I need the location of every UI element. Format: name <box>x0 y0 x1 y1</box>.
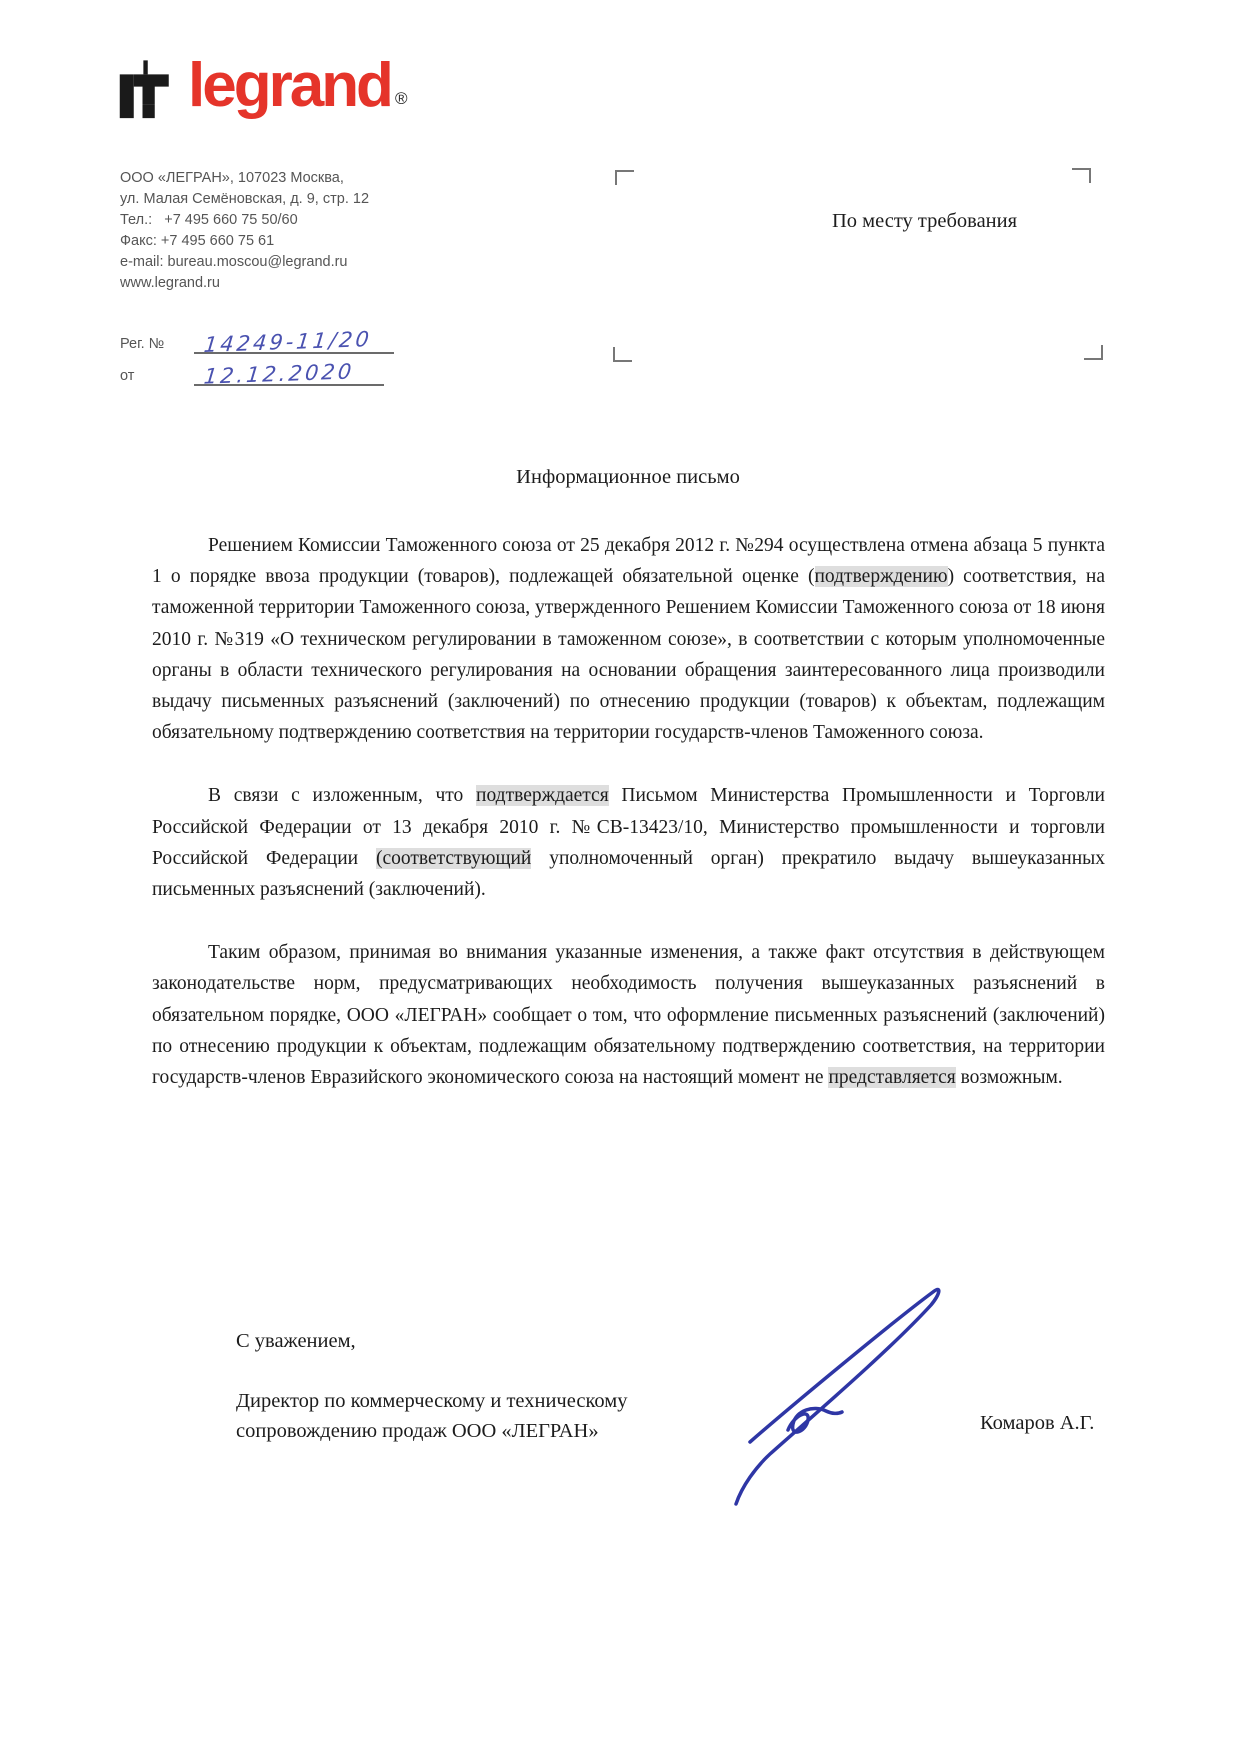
letter-paragraph <box>152 780 1105 905</box>
reg-number-line <box>194 322 394 357</box>
text-line: ул. Малая Семёновская, д. 9, стр. 12 <box>120 191 370 207</box>
signature-ink <box>690 1272 980 1522</box>
paragraph-text: В связи с изложенным, что <box>208 785 477 807</box>
reg-number-handwritten-value: 14249-11/20 <box>202 327 374 357</box>
highlighted-text: (соответствующий <box>375 847 532 869</box>
legrand-logo <box>118 51 405 131</box>
letter-title: Информационное письмо <box>516 466 740 488</box>
letter-paragraph <box>152 937 1105 1093</box>
reg-date-handwritten-value: 12.12.2020 <box>202 359 356 389</box>
letter-paragraph <box>152 530 1105 748</box>
text-line: www.legrand.ru <box>120 275 220 291</box>
paragraph-text: ) соответствия, на таможенной территории Таможенного союза, утвержденного Решением Комиссии Таможенного союза от 18 июня 2010 г. №319 «О техническом регулировании в таможенном союзе», в соответствии с которым уполномоченные органы в области технического регулирования на основании обращения заинтересованного лица производили выдачу письменных разъяснений (заключений) по отнесению продукции (товаров) к объектам, подлежащим обязательному подтверждению соответствия на территории государств-членов Таможенного союза. <box>152 566 1105 744</box>
recipient-text: По месту требования <box>832 210 1018 232</box>
text-line: Факс: +7 495 660 75 61 <box>120 233 275 249</box>
text-line: e-mail: bureau.moscou@legrand.ru <box>120 254 348 270</box>
reg-number-row <box>120 322 394 357</box>
legrand-logo-icon <box>118 60 174 122</box>
paragraph-text: уполномоченный орган) прекратило выдачу вышеуказанных письменных разъяснений (заключений). <box>152 847 1106 901</box>
company-address <box>120 168 369 294</box>
highlighted-text: представляется <box>828 1067 956 1089</box>
signer-name: Комаров А.Г. <box>980 1412 1095 1434</box>
text-line: Тел.: +7 495 660 75 50/60 <box>120 212 298 228</box>
corner-mark-top-left <box>615 170 634 185</box>
text-line: сопровождению продаж ООО «ЛЕГРАН» <box>236 1420 599 1442</box>
corner-mark-top-right <box>1072 168 1091 183</box>
closing-salutation: С уважением, <box>236 1330 356 1352</box>
paragraph-text: Решением Комиссии Таможенного союза от 25 декабря 2012 г. №294 осуществлена отмена абзаца 5 пункта 1 о порядке ввоза продукции (товаров), подлежащей обязательной оценке ( <box>152 535 1105 588</box>
signer-title <box>236 1386 627 1446</box>
highlighted-text: подтверждается <box>476 785 609 807</box>
legrand-wordmark: legrand ® <box>188 51 405 120</box>
paragraph-text: Таким образом, принимая во внимания указанные изменения, а также факт отсутствия в действующем законодательстве норм, предусматривающих необходимость получения вышеуказанных разъяснений в обязательном порядке, ООО «ЛЕГРАН» сообщает о том, что оформление письменных разъяснений (заключений) по отнесению продукции к объектам, подлежащим обязательному подтверждению соответствия, на территории государств-членов Евразийского экономического союза на настоящий момент не <box>152 942 1105 1089</box>
highlighted-text: подтверждению <box>814 566 948 588</box>
corner-mark-bottom-left <box>613 347 632 362</box>
reg-date-row <box>120 354 384 389</box>
paragraph-text: Письмом Министерства Промышленности и Торговли Российской Федерации от 13 декабря 2010 г. №СВ-13423/10, Министерство промышленности и торговли Российской Федерации <box>152 785 1105 869</box>
reg-date-label: от <box>120 368 135 384</box>
corner-mark-bottom-right <box>1084 345 1103 360</box>
registered-trademark-icon: ® <box>394 89 405 108</box>
letter-body <box>152 530 1105 1125</box>
paragraph-text: возможным. <box>955 1067 1063 1089</box>
reg-date-line <box>194 354 384 389</box>
reg-number-label: Рег. № <box>120 336 165 352</box>
text-line: Директор по коммерческому и техническому <box>236 1390 628 1412</box>
text-line: ООО «ЛЕГРАН», 107023 Москва, <box>120 170 344 186</box>
